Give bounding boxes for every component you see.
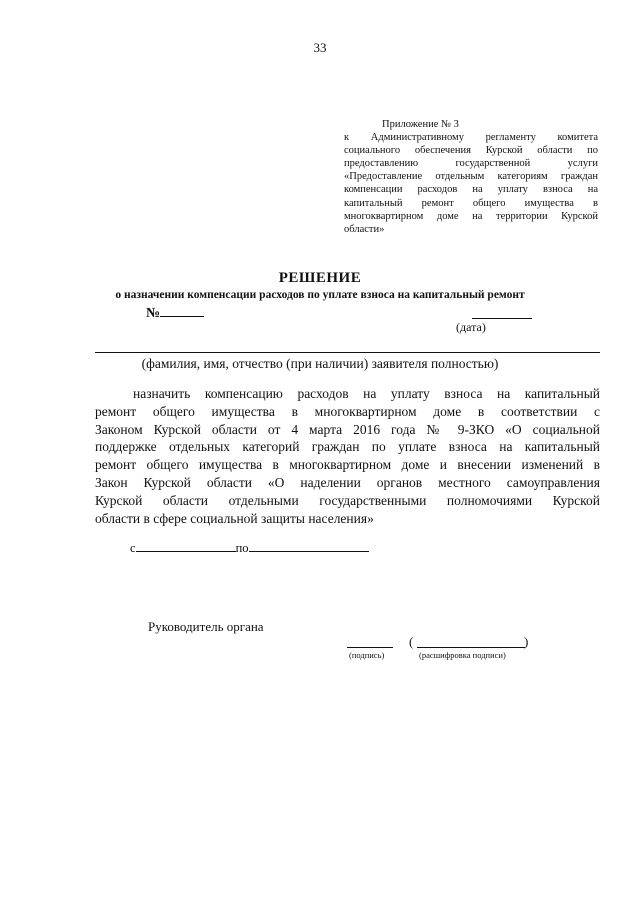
decision-number-field[interactable]: [160, 304, 204, 317]
signature-field[interactable]: [347, 647, 393, 648]
signature-decoding-caption: (расшифровка подписи): [419, 650, 506, 660]
appendix-line: «Предоставление отдельным категориям граждан: [344, 171, 598, 183]
appendix-line: капитальный ремонт общего имущества в: [344, 197, 598, 209]
body-line: области в сфере социальной защиты населения»: [95, 510, 374, 526]
body-line: Курской области отдельными государственными полномочиями Курской: [95, 492, 600, 508]
appendix-line: к Административному регламенту комитета: [344, 132, 598, 144]
appendix-block: [344, 118, 598, 236]
decision-body: [95, 385, 600, 527]
appendix-line: компенсации расходов на уплату взноса на: [344, 184, 598, 196]
applicant-name-field[interactable]: [95, 352, 600, 353]
number-label: №: [146, 306, 161, 321]
body-line: ремонт общего имущества в многоквартирном доме в соответствии с: [95, 403, 600, 419]
period-row: [130, 540, 369, 556]
period-from-field[interactable]: [136, 540, 236, 552]
body-line: Закон Курской области «О наделении органов местного самоуправления: [95, 474, 600, 490]
appendix-line: предоставлению государственной услуги: [344, 158, 598, 170]
signature-decoding-field[interactable]: [417, 647, 525, 648]
signature-caption: (подпись): [349, 650, 385, 660]
appendix-line: области»: [344, 223, 385, 235]
page-number: 33: [313, 40, 327, 55]
decoding-open-paren: (: [409, 634, 414, 649]
head-of-body-label: Руководитель органа: [148, 619, 264, 634]
period-to-label: по: [235, 541, 249, 555]
body-line: ремонт общего имущества в многоквартирном доме и внесении изменений в: [95, 457, 600, 473]
period-to-field[interactable]: [249, 540, 369, 552]
decision-subtitle: о назначении компенсации расходов по уплате взноса на капитальный ремонт: [115, 289, 525, 301]
body-line: назначить компенсацию расходов на уплату взноса на капитальный: [133, 386, 600, 401]
appendix-title: Приложение № 3: [382, 119, 459, 130]
appendix-line: многоквартирном доме на территории Курской: [344, 210, 598, 222]
applicant-name-caption: (фамилия, имя, отчество (при наличии) заявителя полностью): [141, 356, 499, 371]
period-from-label: с: [130, 541, 136, 555]
decision-number-row: [146, 304, 204, 322]
body-line: поддержке отдельных категорий граждан по уплате взноса на капитальный: [95, 439, 600, 455]
date-caption: (дата): [456, 320, 486, 334]
decision-title: РЕШЕНИЕ: [278, 270, 362, 286]
body-line: Законом Курской области от 4 марта 2016 года № 9-ЗКО «О социальной: [95, 421, 600, 437]
decoding-close-paren: ): [524, 634, 529, 649]
date-field[interactable]: [472, 318, 532, 319]
appendix-line: социального обеспечения Курской области по: [344, 145, 598, 157]
